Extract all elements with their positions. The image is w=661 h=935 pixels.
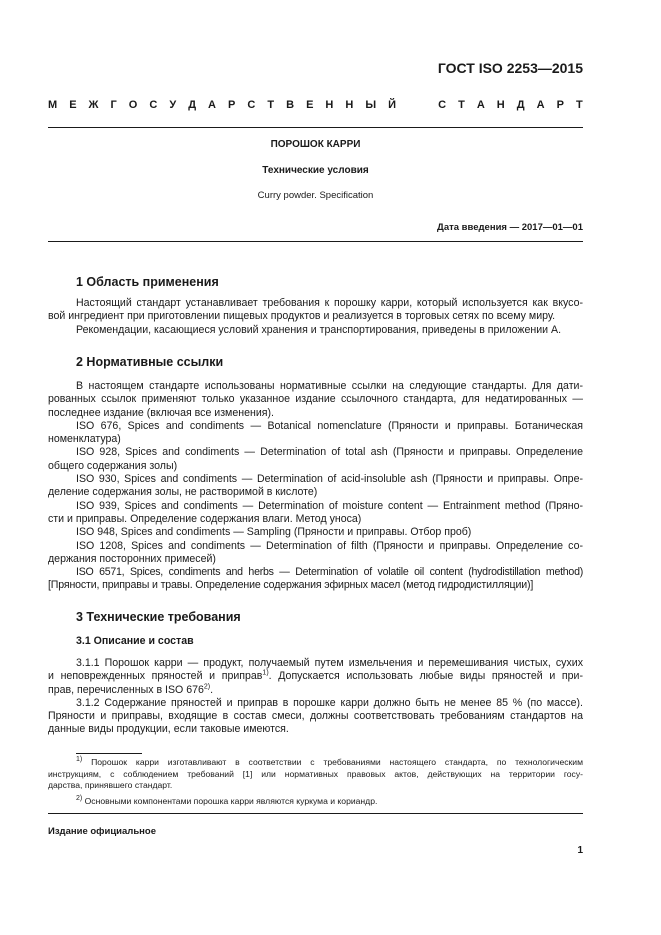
reference-item: ISO 676, Spices and condiments — Botanical nomenclature (Пряности и приправы. Ботаническая xyxy=(76,419,583,432)
reference-item: ISO 939, Spices and condiments — Determination of moisture content — Entrainment method (Пряно- xyxy=(76,499,583,512)
letter: А xyxy=(536,99,545,111)
letter: С xyxy=(438,99,447,111)
section-scope xyxy=(76,276,583,289)
section-technical-reqs-body xyxy=(48,657,583,737)
text-line: последнее издание (включая все изменения). xyxy=(48,406,274,419)
text-line: 3.1.2 Содержание пряностей и приправ в порошке карри должно быть не менее 85 % (по массе). xyxy=(76,696,583,709)
text-line: Пряности и приправы, входящие в состав смеси, должны соответствовать требованиям стандартов на xyxy=(48,710,583,723)
letter: Р xyxy=(228,99,236,111)
reference-item: ISO 948, Spices and condiments — Sampling (Пряности и приправы. Отбор проб) xyxy=(76,526,472,539)
text-line: 3.1.1 Порошок карри — продукт, получаемый путем измельчения и перемешивания чистых, сухих xyxy=(76,657,583,669)
document-number: ГОСТ ISO 2253—2015 xyxy=(437,60,583,76)
title-divider xyxy=(48,241,583,242)
reference-item: ISO 930, Spices and condiments — Determination of acid-insoluble ash (Пряности и приправы. Опре- xyxy=(76,473,583,486)
reference-item-cont: держания посторонних примесей) xyxy=(48,552,216,565)
section-normative-refs-body xyxy=(48,380,583,593)
subsection-title: 3.1 Описание и состав xyxy=(76,635,194,647)
reference-item-cont: сти и приправы. Определение содержания влаги. Метод уноса) xyxy=(48,512,362,525)
reference-item: ISO 6571, Spices, condiments and herbs — Determination of volatile oil content (hydrodistillation method) xyxy=(76,566,583,579)
section-heading: 1 Область применения xyxy=(76,275,219,289)
reference-item: ISO 1208, Spices and condiments — Determination of filth (Пряности и приправы. Определение со- xyxy=(76,539,583,552)
section-scope-body xyxy=(48,297,583,337)
footnote-line xyxy=(48,757,583,769)
footnote-line: дарства, принявшего стандарт. xyxy=(48,780,173,790)
footer-divider xyxy=(48,813,583,814)
letter: Г xyxy=(110,99,117,111)
letter: М xyxy=(48,99,58,111)
english-title: Curry powder. Specification xyxy=(257,190,374,201)
footnote-divider xyxy=(76,753,142,754)
document-subtitle: Технические условия xyxy=(262,165,369,176)
text-fragment: . xyxy=(210,683,214,696)
text-fragment: . Допускается использовать любые виды пряностей и при- xyxy=(268,670,583,683)
section-heading: 3 Технические требования xyxy=(76,610,241,624)
section-normative-refs xyxy=(76,356,583,369)
letter: С xyxy=(149,99,158,111)
letter-space xyxy=(408,99,426,111)
text-line: В настоящем стандарте использованы нормативные ссылки на следующие стандарты. Для дати- xyxy=(76,380,583,392)
header-divider xyxy=(48,127,583,128)
letter: Т xyxy=(575,99,583,111)
official-edition-label: Издание официальное xyxy=(48,826,156,837)
text-line: Рекомендации, касающиеся условий хранения и транспортирования, приведены в приложении А. xyxy=(76,323,562,336)
letter: Т xyxy=(267,99,275,111)
footnote-mark: 1) xyxy=(76,756,83,764)
letter: Ы xyxy=(365,99,377,111)
reference-item: ISO 928, Spices and condiments — Determination of total ash (Пряности и приправы. Определение xyxy=(76,446,583,459)
introduction-date: Дата введения — 2017—01—01 xyxy=(437,222,583,233)
letter: Е xyxy=(69,99,77,111)
reference-item-cont: номенклатура) xyxy=(48,433,121,446)
reference-item-cont: деление содержания золы, не растворимой в кислоте) xyxy=(48,486,318,499)
text-line: рованных ссылок применяют только указанное издание ссылочного стандарта, для недатированных — xyxy=(48,393,583,406)
text-line: данные виды продукции, если таковые имеются. xyxy=(48,723,289,736)
letter: А xyxy=(208,99,216,111)
text-line xyxy=(48,670,583,683)
section-heading: 2 Нормативные ссылки xyxy=(76,355,224,369)
letter: Н xyxy=(345,99,354,111)
letter: В xyxy=(286,99,295,111)
letter: Й xyxy=(388,99,397,111)
text-fragment: Порошок карри изготавливают в соответствии с требованиями настоящего стандарта, по технологическим xyxy=(91,757,584,767)
letter: У xyxy=(169,99,177,111)
reference-item-cont: общего содержания золы) xyxy=(48,459,178,472)
reference-item-cont: [Пряности, приправы и травы. Определение содержания эфирных масел (метод гидродистилляции)] xyxy=(48,579,534,592)
letter: Д xyxy=(188,99,197,111)
letter: С xyxy=(247,99,256,111)
footnote-line: инструкциям, с соблюдением требований [1] или нормативных правовых актов, действующих на территории госу- xyxy=(48,768,583,779)
letter: Н xyxy=(496,99,505,111)
letter: Н xyxy=(325,99,334,111)
letter: О xyxy=(128,99,138,111)
letter: Е xyxy=(306,99,314,111)
footnote-mark: 2) xyxy=(76,794,83,802)
letter: А xyxy=(476,99,485,111)
footnote-ref[interactable]: 2) xyxy=(203,683,211,691)
document-title: ПОРОШОК КАРРИ xyxy=(270,139,361,150)
page-number: 1 xyxy=(577,845,583,856)
footnote-line xyxy=(48,796,583,808)
text-line: Настоящий стандарт устанавливает требования к порошку карри, который используется как вкусо- xyxy=(76,297,583,309)
text-line: вой ингредиент при приготовлении пищевых продуктов и реализуется в торговых сетях по всему миру. xyxy=(48,310,556,323)
interstate-standard-label xyxy=(48,99,583,111)
text-fragment: Основными компонентами порошка карри являются куркума и кориандр. xyxy=(84,795,378,806)
letter: Ж xyxy=(88,99,99,111)
letter: Р xyxy=(556,99,564,111)
subsection-heading xyxy=(76,635,583,648)
text-fragment: и неповрежденных пряностей и приправ xyxy=(48,670,263,683)
footnotes xyxy=(48,757,583,807)
text-fragment: прав, перечисленных в ISO 676 xyxy=(48,683,204,696)
letter: Д xyxy=(516,99,525,111)
letter: Т xyxy=(458,99,465,111)
section-technical-reqs xyxy=(76,611,583,624)
footnote-ref[interactable]: 1) xyxy=(262,669,269,677)
text-line xyxy=(48,684,583,697)
